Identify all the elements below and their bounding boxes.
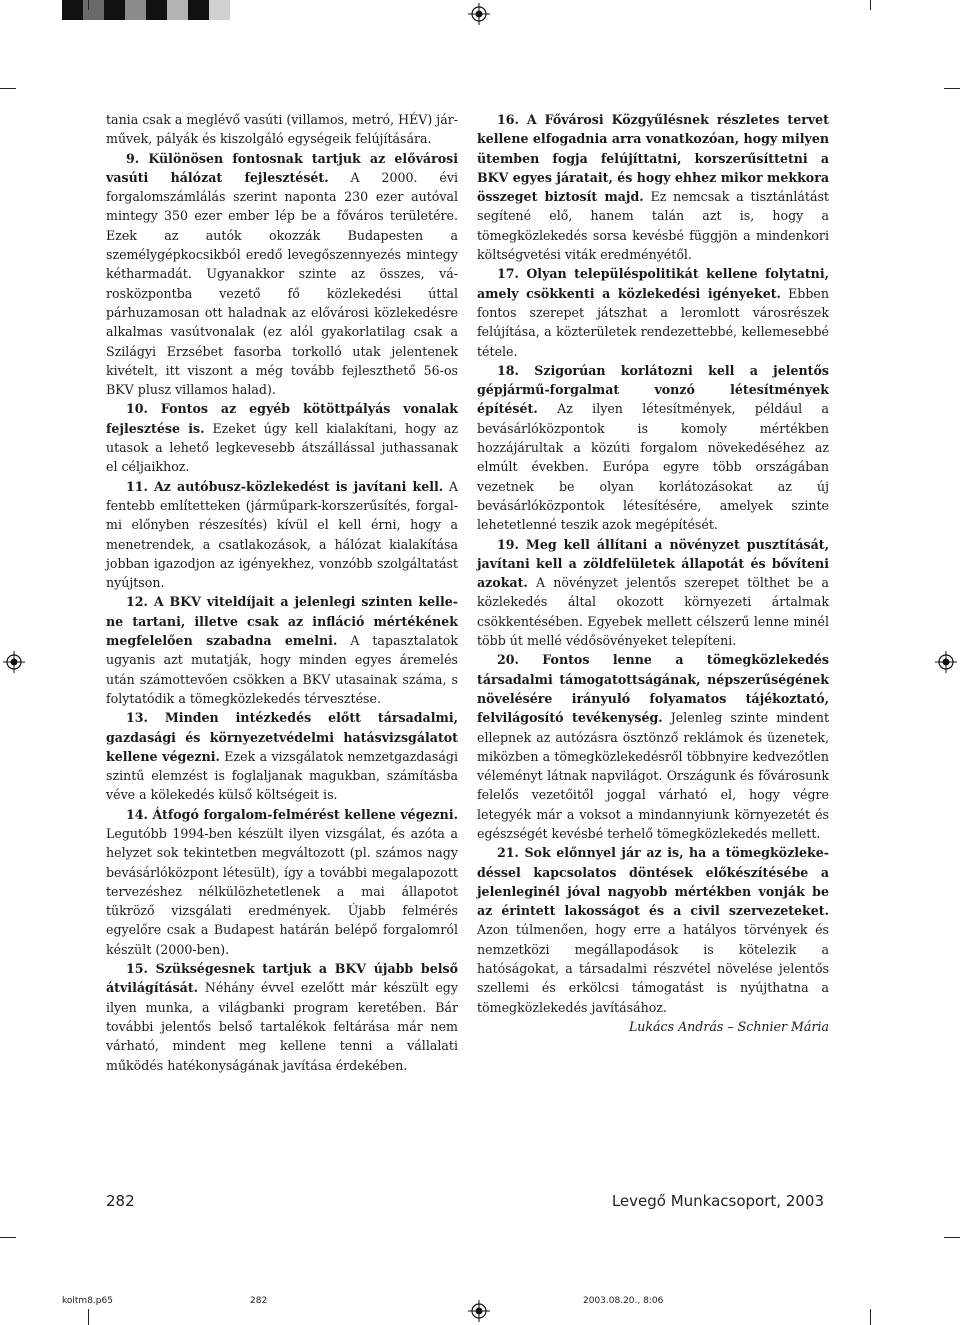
point-heading: 21. Sok előnnyel jár az is, ha a tömegközlekedéssel kapcsolatos döntések előkészítésébe a jelenleginél jóval nagyobb mértékben vonják be az érintett lakosságot és a civil szervezeteket. [477,845,829,919]
paragraph [477,843,829,1017]
crosshair-target-icon [3,651,25,673]
paragraph [106,110,458,149]
point-heading: 9. Különösen fontosnak tartjuk az elővárosi vasúti hálózat fejlesztését. [106,150,458,185]
color-swatch [83,0,104,20]
slug-filename: koltm8.p65 [62,1296,113,1306]
body-text: A tapasztalatok ugyanis azt mutatják, hogy minden egyes áremelés után számottevően csökken a BKV utasainak száma, s folytatódik a tömegközlekedés térvesztése. [106,633,458,706]
trim-mark [944,88,960,89]
trim-mark [944,1237,960,1238]
paragraph [477,650,829,843]
point-heading: 13. Minden intézkedés előtt társadalmi, gazdasági és környezetvédelmi hatásvizsgálatot kellene végezni. [106,710,458,764]
publisher-credit: Levegő Munkacsoport, 2003 [611,1192,824,1210]
color-swatch [104,0,125,20]
left-text-column [106,110,458,1075]
body-text: A növényzet jelentős szerepet tölthet be a közlekedés által okozott környezeti ártalmak csökkentésében. Egyebek mellett célszerű lenne minél több út mellé védősövényeket telepíteni. [477,575,829,649]
trim-mark [88,1309,89,1325]
point-heading: 11. Az autóbusz-közlekedést is javítani kell. [126,478,444,494]
point-heading: 15. Szükségesnek tartjuk a BKV újabb belső átvilágítását. [106,961,458,996]
paragraph [477,110,829,264]
paragraph [106,805,458,959]
body-text: Ezeket úgy kell kialakítani, hogy az utasok a lehető legkevesebb átszállással juthassanak el céljaikhoz. [106,420,458,475]
paragraph [106,708,458,804]
print-color-bar [62,0,272,20]
trim-mark [870,1309,871,1325]
author-signature: Lukács András – Schnier Mária [628,1018,829,1034]
point-heading: 10. Fontos az egyéb kötöttpályás vonalak fejlesztése is. [106,401,458,436]
color-swatch [251,0,272,20]
body-text: Legutóbb 1994-ben készült ilyen vizsgálat, és azóta a helyzet sok tekintetben megváltozott (pl. számos nagy bevásárlóközpont létesült), így a további megalapozott tervezéshez nélkülözhetetlenek a mai állapotot tükröző vizsgálati eredmények. Újabb felmérés egyelőre csak a Budapest határán belépő forgalomról készült (2000-ben). [106,825,458,957]
body-text: Jelenleg szinte mindent ellepnek az autózásra ösztönző reklámok és üzenetek, miközben a tömegközlekedésről többnyire kedvezőtlen véleményt látnak napvilágot. Országunk és fővárosunk felelős vezetőitől joggal várható el, hogy végre letegyék már a voksot a mindannyiunk környezetét és egészségét kevésbé terhelő tömegközlekedés mellett. [477,710,829,841]
crosshair-target-icon [935,651,957,673]
color-swatch [62,0,83,20]
trim-mark [0,88,16,89]
paragraph [106,592,458,708]
point-heading: 19. Meg kell állítani a növényzet pusztítását, javítani kell a zöldfelületek állapotát és bővíteni azokat. [477,536,829,591]
color-swatch [188,0,209,20]
trim-mark [870,0,871,10]
right-text-column [477,110,829,1036]
body-text: Néhány évvel ezelőtt már készült egy ilyen munka, a világbanki program keretében. Bár további jelentős belső tartalékok feltárása már nem várható, mindent meg kellene tenni a vállalati működés hatékonyságának javítása érdekében. [106,980,458,1073]
body-text: A fentebb említetteken (járműpark-korszerűsítés, forgalmi előnyben részesítés) kívül el kell érni, hogy a menetrendek, a csatlakozások, a hálózat kialakítása jobban igazodjon az igényekhez, vonzóbb szolgáltatást nyújtson. [106,478,458,591]
color-swatch [146,0,167,20]
trim-mark [88,0,89,10]
point-heading: 14. Átfogó forgalom-felmérést kellene végezni. [126,806,458,822]
slug-page: 282 [250,1296,268,1306]
paragraph [106,477,458,593]
paragraph [477,361,829,535]
crosshair-target-icon [468,1300,490,1322]
body-text: Azon túlmenően, hogy erre a hatályos törvények és nemzetközi megállapodások is kötelezik a hatóságokat, a társadalmi részvétel növelése jelentős szellemi és erkölcsi támogatást is nyújthatna a tömegközlekedés javításához. [477,922,829,1015]
paragraph [106,399,458,476]
body-text: Ezek a vizsgálatok nemzetgazdasági szintű elemzést is foglaljanak magukban, számításba véve a kölekedés külső költségeit is. [106,748,458,803]
point-heading: 17. Olyan településpolitikát kellene folytatni, amely csökkenti a közlekedési igényeket. [477,266,829,301]
paragraph [106,959,458,1075]
paragraph [477,264,829,360]
paragraph [106,149,458,400]
point-heading: 12. A BKV viteldíjait a jelenlegi szinten kellene tartani, illetve csak az infláció mértékének megfelelően szabadna emelni. [106,594,458,649]
slug-timestamp: 2003.08.20., 8:06 [583,1296,664,1306]
page-number: 282 [106,1192,135,1210]
color-swatch [209,0,230,20]
color-swatch [125,0,146,20]
body-text: Ez nemcsak a tisztánlátást segítené elő, hanem talán azt is, hogy a tömegközlekedés sorsa kevésbé függjön a mindenkori költségvetési viták eredményétől. [477,189,829,263]
point-heading: 16. A Fővárosi Közgyűlésnek részletes tervet kellene elfogadnia arra vonatkozóan, hogy milyen ütemben fogja felújíttatni, korszerűsíttetni a BKV egyes járatait, és hogy ehhez mikor mekkora összeget biztosít majd. [477,112,829,205]
color-swatch [230,0,251,20]
trim-mark [0,1237,16,1238]
point-heading: 18. Szigorúan korlátozni kell a jelentős gépjármű-forgalmat vonzó létesítmények építését. [477,362,829,417]
paragraph [477,535,829,651]
body-text: A 2000. évi forgalomszámlálás szerint naponta 230 ezer autóval mintegy 350 ezer ember lép be a főváros területére. Ezek az autók okozzák Budapesten a személygépkocsikból eredő levegőszennyezés mintegy kétharmadát. Ugyanakkor szinte az összes, városközpontba vezető fő közlekedési úttal párhuzamosan ott haladnak az elővárosi közlekedésre alkalmas vasútvonalak (ez alól gyakorlatilag csak a Szilágyi Erzsébet fasorba torkolló utak jelentenek kivételt, itt viszont a még tovább fejleszthető 56-os BKV plusz villamos halad). [106,169,458,398]
body-text: Ebben fontos szerepet játszhat a leromlott városrészek felújítása, a közterületek rendezettebbé, kellemesebbé tétele. [477,285,829,359]
crosshair-target-icon [468,3,490,25]
point-heading: 20. Fontos lenne a tömegközlekedés társadalmi támogatottságának, népszerűségének növelésére irányuló folyamatos tájékoztató, felvilágosító tevékenység. [477,652,829,726]
color-swatch [167,0,188,20]
body-text: Az ilyen létesítmények, például a bevásárlóközpontok is komoly mértékben hozzájárultak a közúti forgalom növekedéséhez az elmúlt években. Európa egyre több országában vezetnek be olyan korlátozásokat az új bevásárlóközpontok létesítésére, amelyek szinte lehetetlenné teszik azok megépítését. [477,401,829,533]
body-text: tania csak a meglévő vasúti (villamos, metró, HÉV) járművek, pályák és kiszolgáló egységeik felújítására. [106,112,458,147]
